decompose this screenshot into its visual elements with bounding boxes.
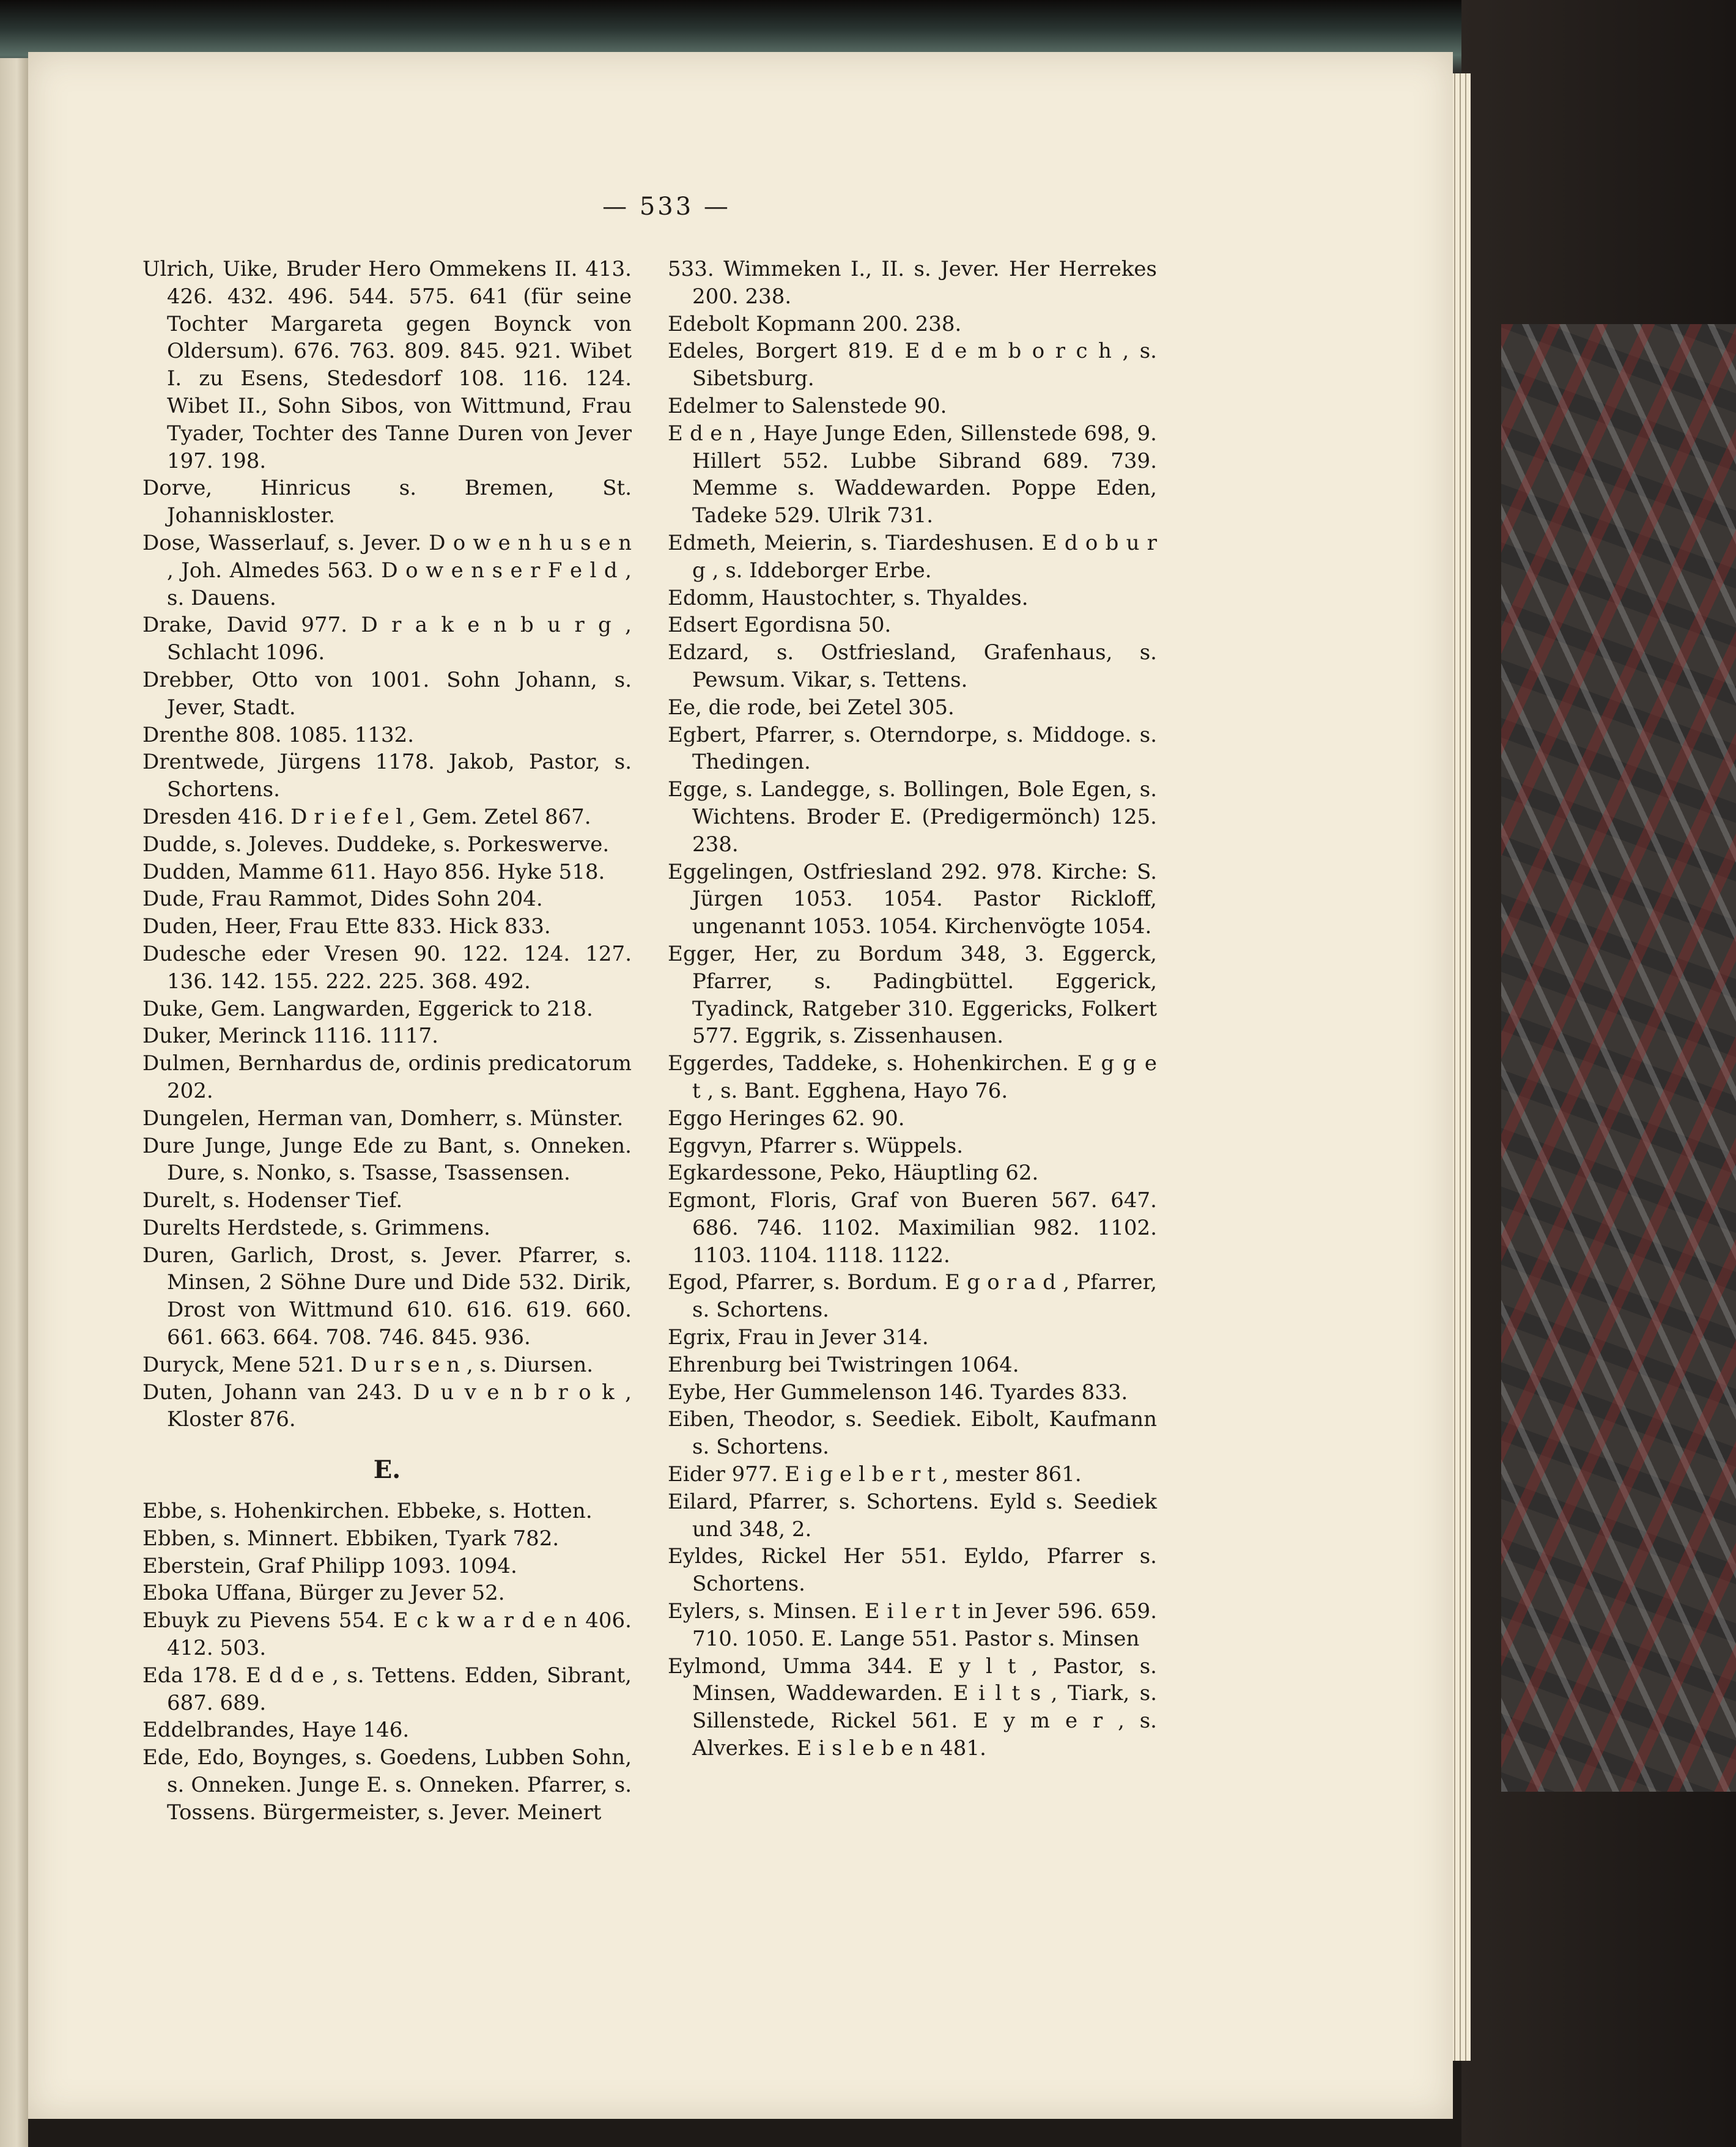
index-entry: Ulrich, Uike, Bruder Hero Ommekens II. 413. 426. 432. 496. 544. 575. 641 (für seine Tochter Margareta gegen Boynck von Oldersum). 676. 763. 809. 845. 921. Wibet I. zu Esens, Stedesdorf 108. 116. 124. Wibet II., Sohn Sibos, von Wittmund, Frau Tyader, Tochter des Tanne Duren von Jever 197. 198. <box>142 257 632 473</box>
index-entry: Durelt, s. Hodenser Tief. <box>142 1188 403 1213</box>
index-entry: Ebben, s. Minnert. Ebbiken, Tyark 782. <box>142 1526 560 1551</box>
index-entry: Dulmen, Bernhardus de, ordinis predicatorum 202. <box>142 1051 632 1103</box>
index-entry: Eylers, s. Minsen. E i l e r t in Jever 596. 659. 710. 1050. E. Lange 551. Pastor s. Minsen <box>668 1599 1157 1651</box>
index-entry: Eddelbrandes, Haye 146. <box>142 1718 410 1743</box>
index-entry: Duden, Heer, Frau Ette 833. Hick 833. <box>142 914 551 939</box>
index-entry: Edzard, s. Ostfriesland, Grafenhaus, s. Pewsum. Vikar, s. Tettens. <box>668 640 1157 692</box>
index-entry: Eyldes, Rickel Her 551. Eyldo, Pfarrer s. Schortens. <box>668 1544 1157 1597</box>
index-entry: Edebolt Kopmann 200. 238. <box>668 311 962 336</box>
index-entry: Eggo Heringes 62. 90. <box>668 1106 905 1131</box>
index-entry: Eiben, Theodor, s. Seediek. Eibolt, Kaufmann s. Schortens. <box>668 1407 1157 1460</box>
index-entry: Duryck, Mene 521. D u r s e n , s. Diursen. <box>142 1352 594 1377</box>
index-entry: Egrix, Frau in Jever 314. <box>668 1325 929 1350</box>
left-column-e-entries <box>142 1498 632 1827</box>
index-entry: Duren, Garlich, Drost, s. Jever. Pfarrer, s. Minsen, 2 Söhne Dure und Dide 532. Dirik, Drost von Wittmund 610. 616. 619. 660. 661. 663. 664. 708. 746. 845. 936. <box>142 1243 632 1350</box>
index-entry: 533. Wimmeken I., II. s. Jever. Her Herrekes 200. 238. <box>668 257 1157 309</box>
index-entry: Drentwede, Jürgens 1178. Jakob, Pastor, s. Schortens. <box>142 750 632 802</box>
index-entry: Duke, Gem. Langwarden, Eggerick to 218. <box>142 996 593 1021</box>
index-entry: Edeles, Borgert 819. E d e m b o r c h , s. Sibetsburg. <box>668 339 1157 391</box>
index-entry: Egger, Her, zu Bordum 348, 3. Eggerck, Pfarrer, s. Padingbüttel. Eggerick, Tyadinck, Ratgeber 310. Eggericks, Folkert 577. Eggrik, s. Zissenhausen. <box>668 941 1157 1049</box>
index-entry: Dose, Wasserlauf, s. Jever. D o w e n h u s e n , Joh. Almedes 563. D o w e n s e r F e l d , s. Dauens. <box>142 530 632 610</box>
index-entry: Edomm, Haustochter, s. Thyaldes. <box>668 585 1029 610</box>
index-entry: Eider 977. E i g e l b e r t , mester 861. <box>668 1462 1082 1487</box>
facing-page-edge <box>0 58 28 2147</box>
section-heading: E. <box>373 1455 401 1485</box>
index-entry: Eybe, Her Gummelenson 146. Tyardes 833. <box>668 1380 1128 1405</box>
right-column <box>668 256 1157 1762</box>
index-entry: Eylmond, Umma 344. E y l t , Pastor, s. Minsen, Waddewarden. E i l t s , Tiark, s. Sillenstede, Rickel 561. E y m e r , s. Alverkes. E i s l e b e n 481. <box>668 1654 1157 1761</box>
index-entry: Ehrenburg bei Twistringen 1064. <box>668 1352 1019 1377</box>
index-entry: Duker, Merinck 1116. 1117. <box>142 1024 438 1049</box>
index-entry: Drebber, Otto von 1001. Sohn Johann, s. Jever, Stadt. <box>142 667 632 720</box>
index-entry: Egge, s. Landegge, s. Bollingen, Bole Egen, s. Wichtens. Broder E. (Predigermönch) 125. 238. <box>668 777 1157 857</box>
index-entry: Egmont, Floris, Graf von Bueren 567. 647. 686. 746. 1102. Maximilian 982. 1102. 1103. 1104. 1118. 1122. <box>668 1188 1157 1268</box>
index-entry: Eggelingen, Ostfriesland 292. 978. Kirche: S. Jürgen 1053. 1054. Pastor Rickloff, ungenannt 1053. 1054. Kirchenvögte 1054. <box>668 859 1157 939</box>
index-entry: Edmeth, Meierin, s. Tiardeshusen. E d o b u r g , s. Iddeborger Erbe. <box>668 530 1157 583</box>
marbled-endpaper <box>1501 324 1736 1792</box>
index-entry: Dudesche eder Vresen 90. 122. 124. 127. 136. 142. 155. 222. 225. 368. 492. <box>142 941 632 994</box>
index-entry: Eberstein, Graf Philipp 1093. 1094. <box>142 1553 517 1578</box>
index-entry: Dure Junge, Junge Ede zu Bant, s. Onneken. Dure, s. Nonko, s. Tsasse, Tsassensen. <box>142 1133 632 1186</box>
index-entry: E d e n , Haye Junge Eden, Sillenstede 698, 9. Hillert 552. Lubbe Sibrand 689. 739. Memme s. Waddewarden. Poppe Eden, Tadeke 529. Ulrik 731. <box>668 421 1157 528</box>
index-entry: Dudden, Mamme 611. Hayo 856. Hyke 518. <box>142 859 605 884</box>
index-entry: Drenthe 808. 1085. 1132. <box>142 722 415 747</box>
left-column-d-entries <box>142 256 632 1433</box>
page-number: — 533 — <box>602 193 731 221</box>
left-column <box>142 256 632 1827</box>
index-entry: Dorve, Hinricus s. Bremen, St. Johanniskloster. <box>142 476 632 528</box>
right-column-entries <box>668 256 1157 1762</box>
index-entry: Ede, Edo, Boynges, s. Goedens, Lubben Sohn, s. Onneken. Junge E. s. Onneken. Pfarrer, s. Tossens. Bürgermeister, s. Jever. Meinert <box>142 1745 632 1825</box>
index-entry: Dungelen, Herman van, Domherr, s. Münster. <box>142 1106 624 1131</box>
index-entry: Eggvyn, Pfarrer s. Wüppels. <box>668 1133 964 1158</box>
index-entry: Edsert Egordisna 50. <box>668 613 892 638</box>
index-entry: Egkardessone, Peko, Häuptling 62. <box>668 1161 1039 1186</box>
index-entry: Ebuyk zu Pievens 554. E c k w a r d e n 406. 412. 503. <box>142 1608 632 1661</box>
index-entry: Drake, David 977. D r a k e n b u r g , Schlacht 1096. <box>142 613 632 665</box>
index-entry: Ee, die rode, bei Zetel 305. <box>668 695 955 720</box>
index-entry: Duten, Johann van 243. D u v e n b r o k , Kloster 876. <box>142 1380 632 1432</box>
index-entry: Eda 178. E d d e , s. Tettens. Edden, Sibrant, 687. 689. <box>142 1663 632 1715</box>
index-entry: Egbert, Pfarrer, s. Oterndorpe, s. Middoge. s. Thedingen. <box>668 722 1157 775</box>
index-entry: Durelts Herdstede, s. Grimmens. <box>142 1215 490 1240</box>
index-entry: Dude, Frau Rammot, Dides Sohn 204. <box>142 887 543 912</box>
index-entry: Dudde, s. Joleves. Duddeke, s. Porkeswerve. <box>142 832 610 857</box>
index-entry: Eilard, Pfarrer, s. Schortens. Eyld s. Seediek und 348, 2. <box>668 1489 1157 1542</box>
index-entry: Eggerdes, Taddeke, s. Hohenkirchen. E g g e t , s. Bant. Egghena, Hayo 76. <box>668 1051 1157 1103</box>
index-entry: Edelmer to Salenstede 90. <box>668 393 947 418</box>
index-entry: Eboka Uffana, Bürger zu Jever 52. <box>142 1581 505 1606</box>
index-entry: Dresden 416. D r i e f e l , Gem. Zetel 867. <box>142 804 591 829</box>
index-entry: Ebbe, s. Hohenkirchen. Ebbeke, s. Hotten. <box>142 1499 593 1524</box>
index-entry: Egod, Pfarrer, s. Bordum. E g o r a d , Pfarrer, s. Schortens. <box>668 1270 1157 1323</box>
